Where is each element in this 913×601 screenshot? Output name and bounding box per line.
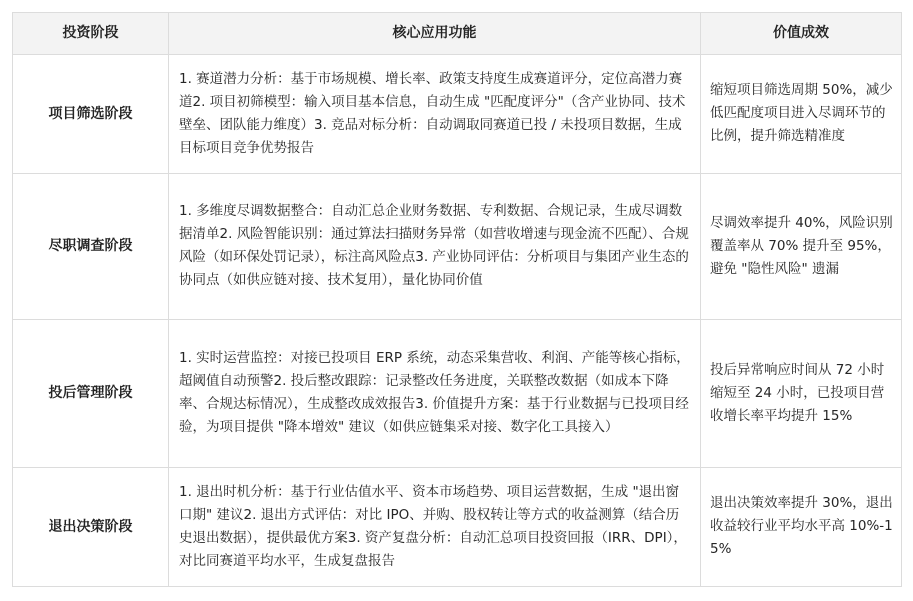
table-row: [13, 55, 902, 174]
table-header-row: [13, 13, 902, 55]
table-row: [13, 174, 902, 320]
function-cell: 1. 实时运营监控：对接已投项目 ERP 系统，动态采集营收、利润、产能等核心指标，超阈值自动预警2. 投后整改跟踪：记录整改任务进度，关联整改数据（如成本下降率、合规达标情况），生成整改成效报告3. 价值提升方案：基于行业数据与已投项目经验，为项目提供 "降本增效" 建议（如供应链集采对接、数字化工具接入）: [169, 320, 701, 468]
header-function: 核心应用功能: [169, 13, 701, 55]
stage-cell: 退出决策阶段: [13, 468, 169, 587]
header-value: 价值成效: [701, 13, 902, 55]
function-cell: 1. 赛道潜力分析：基于市场规模、增长率、政策支持度生成赛道评分，定位高潜力赛道2. 项目初筛模型：输入项目基本信息，自动生成 "匹配度评分"（含产业协同、技术壁垒、团队能力维度）3. 竞品对标分析：自动调取同赛道已投 / 未投项目数据，生成目标项目竞争优势报告: [169, 55, 701, 174]
value-cell: 退出决策效率提升 30%，退出收益较行业平均水平高 10%-15%: [701, 468, 902, 587]
investment-stage-table: [12, 12, 902, 587]
investment-stage-table-container: [12, 12, 902, 587]
header-stage: 投资阶段: [13, 13, 169, 55]
value-cell: 缩短项目筛选周期 50%，减少低匹配度项目进入尽调环节的比例，提升筛选精准度: [701, 55, 902, 174]
table-row: [13, 320, 902, 468]
stage-cell: 项目筛选阶段: [13, 55, 169, 174]
function-cell: 1. 退出时机分析：基于行业估值水平、资本市场趋势、项目运营数据，生成 "退出窗口期" 建议2. 退出方式评估：对比 IPO、并购、股权转让等方式的收益测算（结合历史退出数据），提供最优方案3. 资产复盘分析：自动汇总项目投资回报（IRR、DPI），对比同赛道平均水平，生成复盘报告: [169, 468, 701, 587]
function-cell: 1. 多维度尽调数据整合：自动汇总企业财务数据、专利数据、合规记录，生成尽调数据清单2. 风险智能识别：通过算法扫描财务异常（如营收增速与现金流不匹配）、合规风险（如环保处罚记录），标注高风险点3. 产业协同评估：分析项目与集团产业生态的协同点（如供应链对接、技术复用），量化协同价值: [169, 174, 701, 320]
stage-cell: 尽职调查阶段: [13, 174, 169, 320]
value-cell: 投后异常响应时间从 72 小时缩短至 24 小时，已投项目营收增长率平均提升 15%: [701, 320, 902, 468]
stage-cell: 投后管理阶段: [13, 320, 169, 468]
value-cell: 尽调效率提升 40%，风险识别覆盖率从 70% 提升至 95%，避免 "隐性风险" 遗漏: [701, 174, 902, 320]
table-row: [13, 468, 902, 587]
